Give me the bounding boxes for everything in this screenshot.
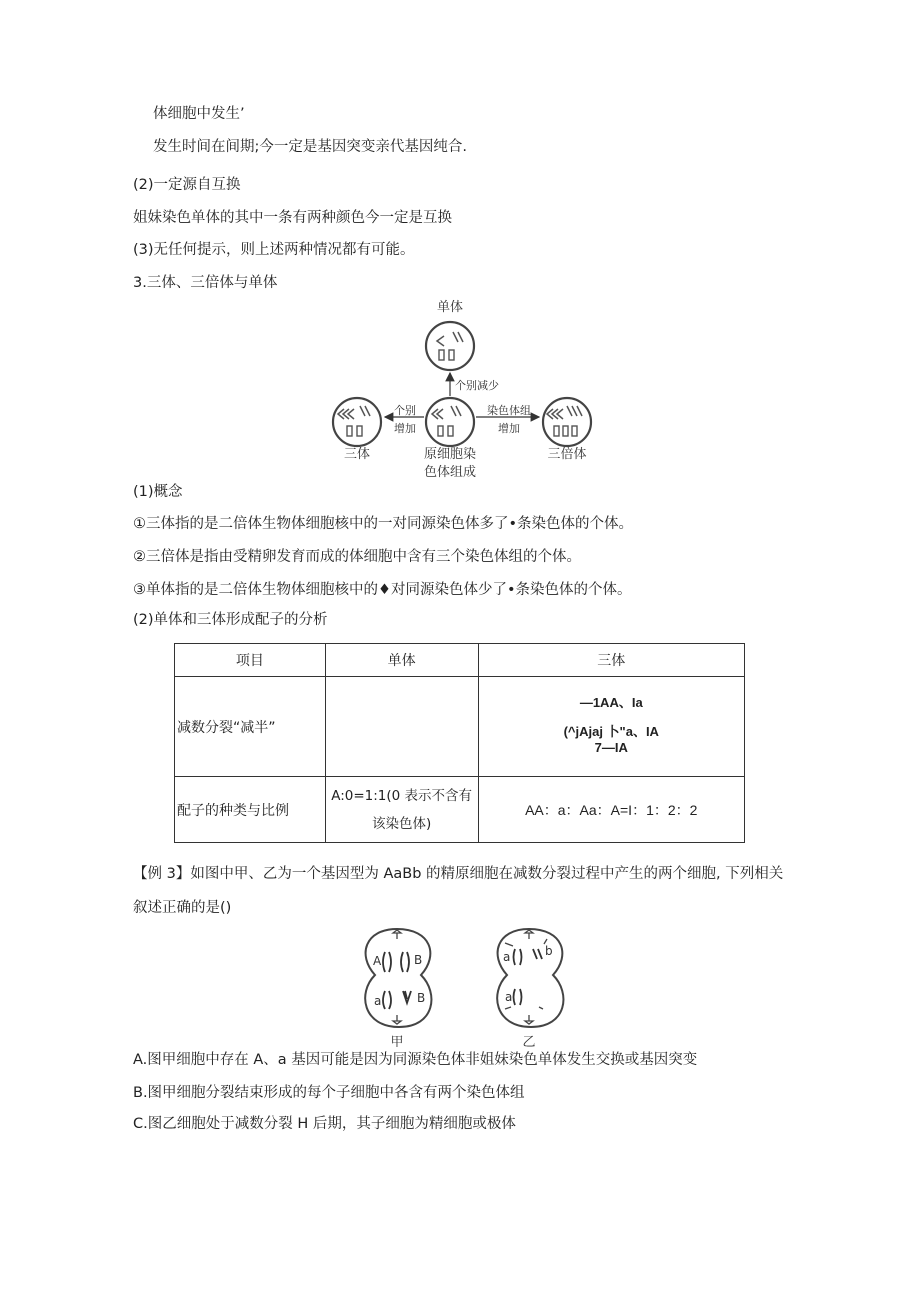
gamete-analysis-table	[174, 643, 745, 843]
row2-label: 配子的种类与比例	[175, 777, 326, 843]
text-line-3: (2)一定源自互换	[133, 177, 241, 193]
trisomy-cell	[333, 398, 381, 446]
text-line-7: (1)概念	[133, 484, 183, 500]
row1-label: 减数分裂“减半”	[175, 677, 326, 777]
option-a: A.图甲细胞中存在 A、a 基因可能是因为同源染色体非姐妹染色单体发生交换或基因突变	[133, 1052, 698, 1068]
chromosome-variation-diagram	[325, 294, 625, 484]
table-header-row	[175, 644, 745, 677]
header-trisomy: 三体	[478, 644, 744, 677]
original-cell	[426, 398, 474, 446]
text-line-1: 体细胞中发生’	[153, 106, 245, 122]
example-question-line-1: 【例 3】如图中甲、乙为一个基因型为 AaBb 的精原细胞在减数分裂过程中产生的两个细胞, 下列相关	[133, 866, 784, 882]
header-monosomy: 单体	[325, 644, 478, 677]
cell-jia	[365, 929, 431, 1047]
table-row	[175, 677, 745, 777]
monosomy-label: 单体	[436, 300, 464, 315]
text-line-2: 发生时间在间期;今一定是基因突变亲代基因纯合.	[153, 139, 467, 155]
text-line-4: 姐妹染色单体的其中一条有两种颜色今一定是互换	[133, 210, 452, 226]
original-label-2: 色体组成	[423, 465, 477, 480]
left-arrow-bottom-label: 增加	[394, 422, 416, 435]
gene-b-label-yi: b	[545, 944, 553, 958]
arrow-up-label: 个别减少	[455, 379, 499, 392]
option-b: B.图甲细胞分裂结束形成的每个子细胞中各含有两个染色体组	[133, 1085, 525, 1101]
gene-a-label-yi-2: a	[505, 990, 513, 1004]
triploid-label: 三倍体	[547, 447, 587, 462]
text-line-11: (2)单体和三体形成配子的分析	[133, 612, 328, 628]
section-heading: 3.三体、三倍体与单体	[133, 275, 278, 291]
meiosis-cells-diagram	[355, 925, 585, 1047]
right-arrow-top-label: 染色体组	[487, 404, 531, 417]
text-line-8: ①三体指的是二倍体生物体细胞核中的一对同源染色体多了•条染色体的个体。	[133, 516, 634, 532]
left-arrow-top-label: 个别	[394, 404, 416, 417]
right-arrow-bottom-label: 增加	[498, 422, 520, 435]
row2-trisomy: AA：a：Aa：A=I：1：2：2	[478, 777, 744, 843]
table-row	[175, 777, 745, 843]
option-c: C.图乙细胞处于减数分裂 H 后期，其子细胞为精细胞或极体	[133, 1116, 516, 1132]
original-label-1: 原细胞染	[423, 447, 477, 462]
gene-B-label: B	[414, 953, 423, 967]
cell-jia-caption: 甲	[390, 1035, 404, 1047]
row2-monosomy: A:0=1:1(0 表示不含有 该染色体)	[325, 777, 478, 843]
trisomy-label: 三体	[343, 447, 371, 462]
text-line-9: ②三倍体是指由受精卵发育而成的体细胞中含有三个染色体组的个体。	[133, 549, 581, 565]
cell-yi	[497, 929, 563, 1047]
gene-a-label-yi: a	[503, 950, 511, 964]
monosomy-cell	[426, 322, 474, 370]
gene-A-label: A	[373, 954, 382, 968]
example-question-line-2: 叙述正确的是()	[133, 900, 232, 916]
gene-a-label: a	[374, 994, 382, 1008]
text-line-5: (3)无任何提示，则上述两种情况都有可能。	[133, 242, 415, 258]
triploid-cell	[543, 398, 591, 446]
cell-yi-caption: 乙	[522, 1035, 536, 1047]
row1-trisomy: —1AA、Ia (^jAjaj 卜"a、IA 7—IA	[478, 677, 744, 777]
text-line-10: ③单体指的是二倍体生物体细胞核中的♦对同源染色体少了•条染色体的个体。	[133, 582, 632, 598]
header-item: 项目	[175, 644, 326, 677]
row1-monosomy	[325, 677, 478, 777]
gene-B-label-2: B	[417, 991, 426, 1005]
